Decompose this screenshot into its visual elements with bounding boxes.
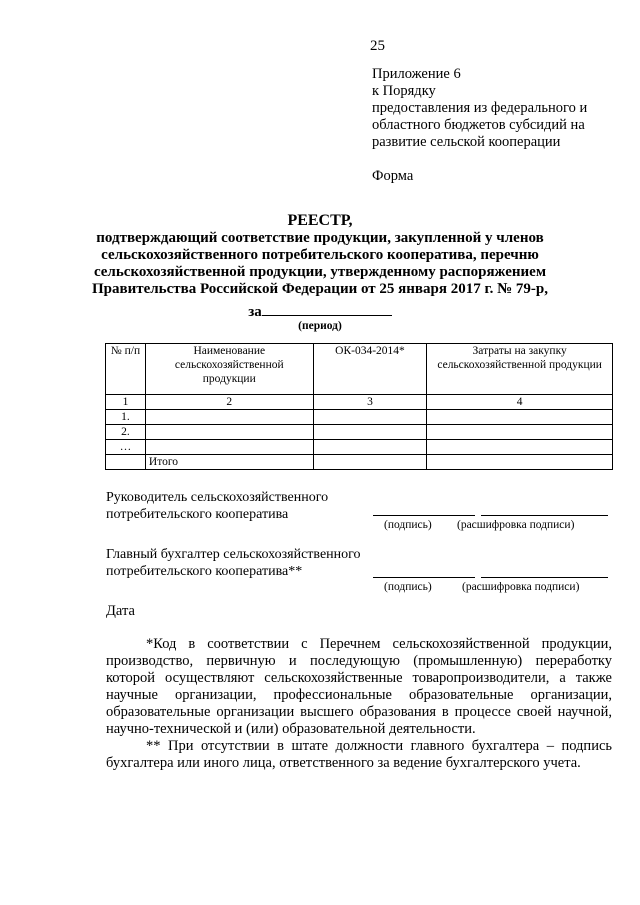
header-product-name: Наименование сельскохозяйственной продукции <box>145 344 313 395</box>
page-number: 25 <box>370 38 385 54</box>
table-cell[interactable] <box>427 410 613 425</box>
title-line: сельскохозяйственного потребительского кооператива, перечню <box>101 247 539 263</box>
table-cell[interactable] <box>313 425 427 440</box>
table-cell[interactable] <box>427 425 613 440</box>
footnotes <box>106 636 612 772</box>
total-row <box>106 455 613 470</box>
table-cell[interactable] <box>145 440 313 455</box>
title-heading: РЕЕСТР, <box>287 212 353 229</box>
table-cell[interactable] <box>313 455 427 470</box>
head-signature-line[interactable] <box>373 515 475 516</box>
table-row <box>106 410 613 425</box>
head-signature-label <box>106 489 328 523</box>
appendix-line: к Порядку <box>372 83 436 99</box>
table-header-row <box>106 344 613 395</box>
appendix-line: предоставления из федерального и <box>372 100 588 116</box>
appendix-line: развитие сельской кооперации <box>372 134 561 150</box>
table-cell[interactable] <box>427 440 613 455</box>
head-label-line: Руководитель сельскохозяйственного <box>106 490 329 505</box>
period-caption: (период) <box>298 320 342 332</box>
accountant-label-line: потребительского кооператива** <box>106 564 303 579</box>
appendix-line: Приложение 6 <box>372 66 461 82</box>
period-prefix: за <box>248 304 262 320</box>
accountant-label-line: Главный бухгалтер сельскохозяйственного <box>106 547 361 562</box>
head-signature-caption: (подпись) <box>384 519 432 531</box>
accountant-signature-line[interactable] <box>373 577 475 578</box>
table-cell <box>106 455 146 470</box>
total-label: Итого <box>145 455 313 470</box>
registry-table <box>105 343 613 470</box>
head-label-line: потребительского кооператива <box>106 507 289 522</box>
column-number: 4 <box>427 395 613 410</box>
table-row <box>106 440 613 455</box>
column-number-row <box>106 395 613 410</box>
document-title <box>80 212 560 298</box>
title-line: сельскохозяйственной продукции, утвержденному распоряжением <box>93 264 547 280</box>
date-label: Дата <box>106 603 135 619</box>
header-number: № п/п <box>106 344 146 395</box>
table-cell[interactable] <box>145 425 313 440</box>
header-ok-code: ОК-034-2014* <box>313 344 427 395</box>
column-number: 2 <box>145 395 313 410</box>
table-cell[interactable] <box>145 410 313 425</box>
table-row <box>106 425 613 440</box>
table-cell[interactable] <box>427 455 613 470</box>
accountant-decode-caption: (расшифровка подписи) <box>462 581 580 593</box>
period-input-line[interactable] <box>262 301 392 316</box>
row-number: … <box>106 440 146 455</box>
title-line: подтверждающий соответствие продукции, закупленной у членов <box>96 230 544 246</box>
form-label: Форма <box>372 168 414 184</box>
footnote-ok-code: *Код в соответствии с Перечнем сельскохозяйственной продукции, производство, первичную и последующую (промышленную) переработку которой осуществляют сельскохозяйственные товаропроизводители, а также научные организации, профессиональные образовательные организации, образовательные организации высшего образования в процессе своей научной, научно-технической и (или) образовательной деятельности. <box>106 636 612 737</box>
accountant-signature-decode-line[interactable] <box>481 577 608 578</box>
header-costs: Затраты на закупку сельскохозяйственной продукции <box>427 344 613 395</box>
accountant-signature-label <box>106 546 361 580</box>
footnote-accountant: ** При отсутствии в штате должности главного бухгалтера – подпись бухгалтера или иного лица, ответственного за ведение бухгалтерского учета. <box>106 738 612 771</box>
appendix-line: областного бюджетов субсидий на <box>372 117 585 133</box>
column-number: 3 <box>313 395 427 410</box>
row-number: 1. <box>106 410 146 425</box>
accountant-signature-caption: (подпись) <box>384 581 432 593</box>
column-number: 1 <box>106 395 146 410</box>
table-cell[interactable] <box>313 440 427 455</box>
title-line: Правительства Российской Федерации от 25 января 2017 г. № 79-р, <box>91 281 548 297</box>
period-row <box>80 301 560 321</box>
head-signature-decode-line[interactable] <box>481 515 608 516</box>
row-number: 2. <box>106 425 146 440</box>
head-decode-caption: (расшифровка подписи) <box>457 519 575 531</box>
table-cell[interactable] <box>313 410 427 425</box>
appendix-reference <box>372 66 587 151</box>
